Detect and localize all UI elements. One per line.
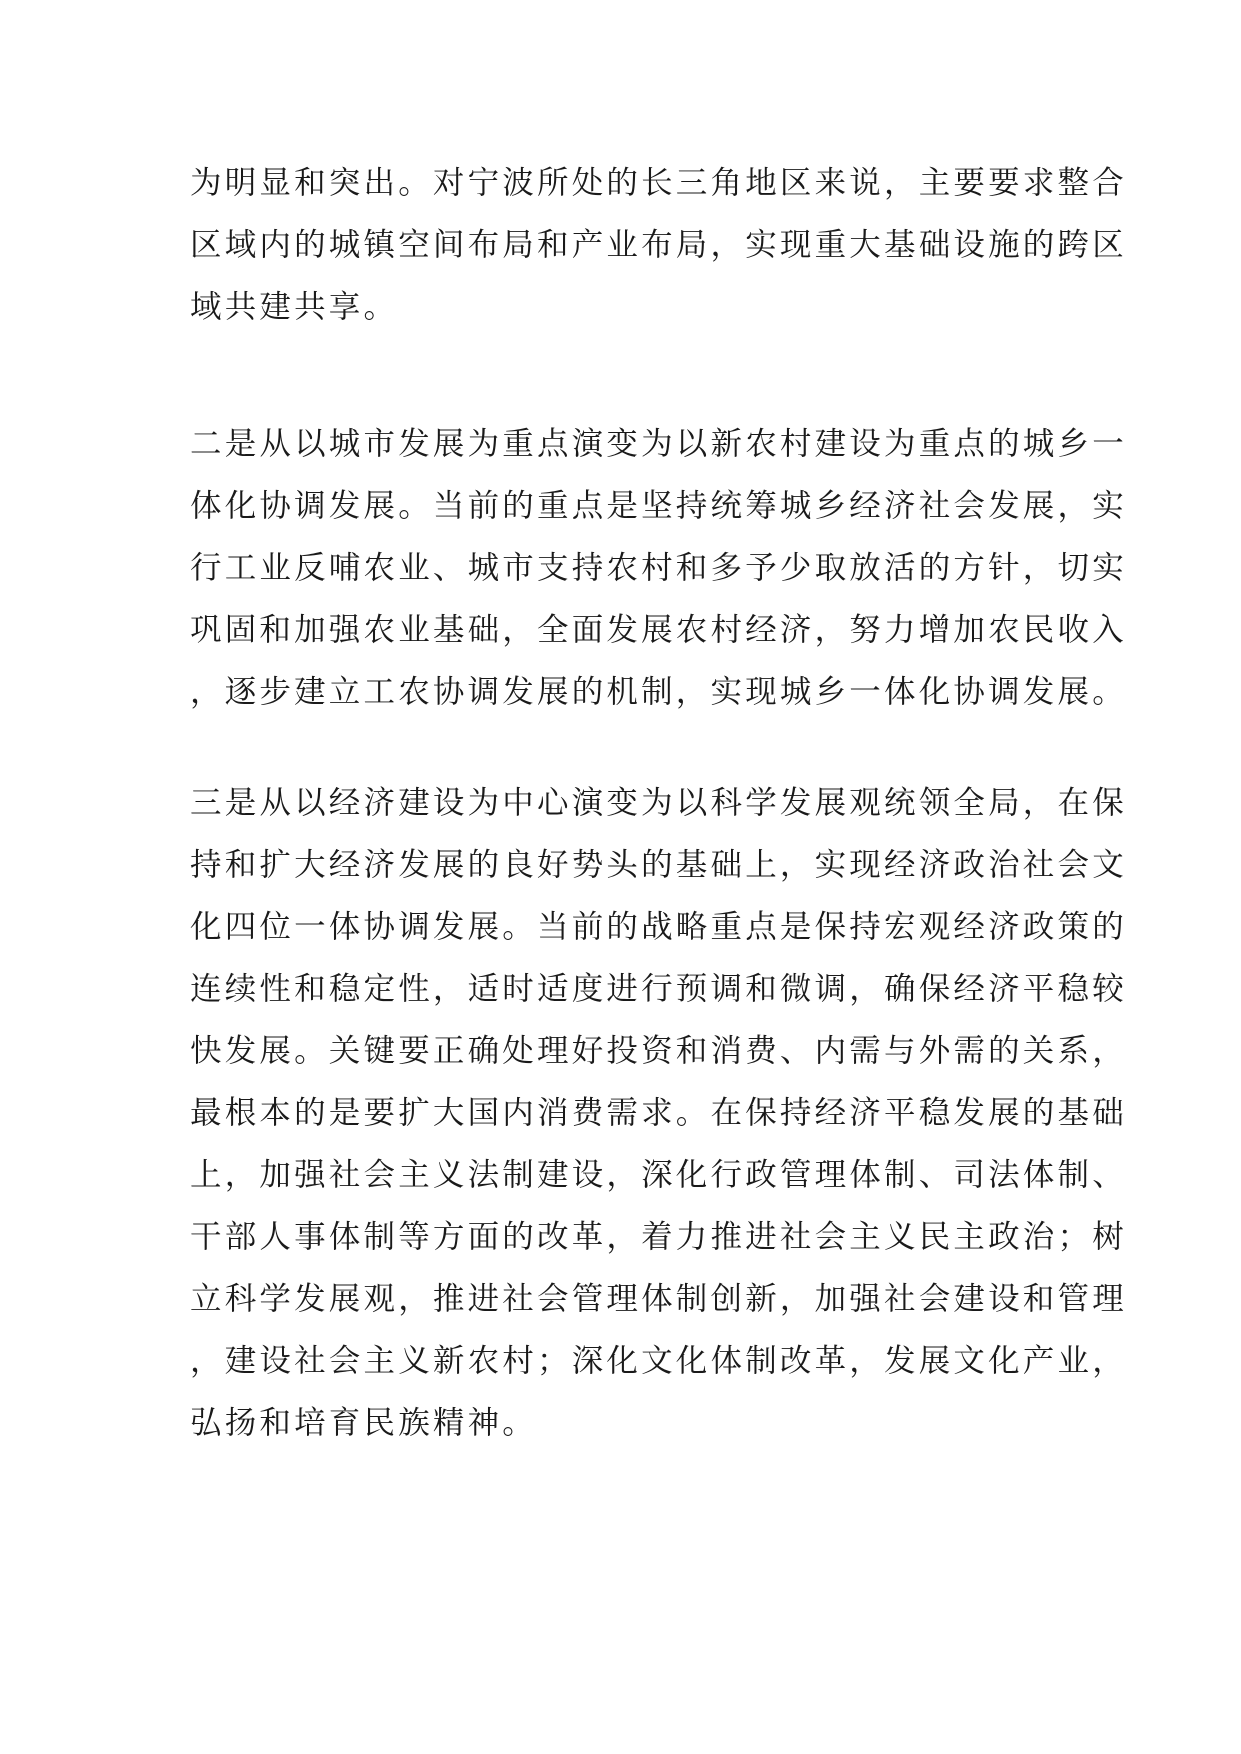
- text-line: 域共建共享。: [190, 289, 399, 325]
- text-line: 立科学发展观，推进社会管理体制创新，加强社会建设和管理: [190, 1281, 1127, 1317]
- text-line: 行工业反哺农业、城市支持农村和多予少取放活的方针，切实: [190, 550, 1127, 586]
- text-line: 体化协调发展。当前的重点是坚持统筹城乡经济社会发展，实: [190, 488, 1127, 524]
- text-line: 区域内的城镇空间布局和产业布局，实现重大基础设施的跨区: [190, 227, 1127, 263]
- text-line: 连续性和稳定性，适时适度进行预调和微调，确保经济平稳较: [190, 971, 1127, 1007]
- text-line: 弘扬和培育民族精神。: [190, 1405, 538, 1441]
- text-line: 为明显和突出。对宁波所处的长三角地区来说，主要要求整合: [190, 165, 1127, 201]
- text-line: 二是从以城市发展为重点演变为以新农村建设为重点的城乡一: [190, 426, 1127, 462]
- text-line: 干部人事体制等方面的改革，着力推进社会主义民主政治；树: [190, 1219, 1127, 1255]
- text-line: 最根本的是要扩大国内消费需求。在保持经济平稳发展的基础: [190, 1095, 1127, 1131]
- text-line: 三是从以经济建设为中心演变为以科学发展观统领全局，在保: [190, 785, 1127, 821]
- text-line: ，逐步建立工农协调发展的机制，实现城乡一体化协调发展。: [190, 674, 1127, 710]
- text-line: 巩固和加强农业基础，全面发展农村经济，努力增加农民收入: [190, 612, 1127, 648]
- paragraph-3: [190, 772, 1127, 1454]
- paragraph-1: [190, 152, 1127, 338]
- text-line: 上，加强社会主义法制建设，深化行政管理体制、司法体制、: [190, 1157, 1127, 1193]
- text-line: ，建设社会主义新农村；深化文化体制改革，发展文化产业，: [190, 1343, 1127, 1379]
- text-line: 化四位一体协调发展。当前的战略重点是保持宏观经济政策的: [190, 909, 1127, 945]
- text-line: 快发展。关键要正确处理好投资和消费、内需与外需的关系，: [190, 1033, 1127, 1069]
- paragraph-2: [190, 413, 1127, 723]
- text-line: 持和扩大经济发展的良好势头的基础上，实现经济政治社会文: [190, 847, 1127, 883]
